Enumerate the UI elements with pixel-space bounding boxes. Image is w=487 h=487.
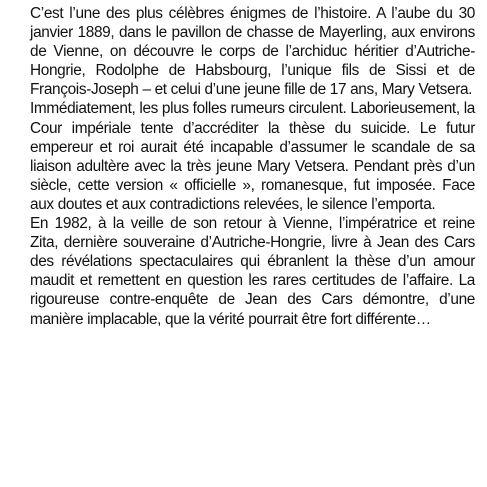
paragraph-mayerling-discovery: C’est l’une des plus célèbres énigmes de l’histoire. A l’aube du 30 janvier 1889, dans le pavillon de chasse de Mayerling, aux environs de Vienne, on découvre le corps de l’archiduc héritier d’Autriche-Hongrie, Rodolphe de Habsbourg, l’unique fils de Sissi et de François-Joseph – et celui d’une jeune fille de 17 ans, Mary Vetsera. (30, 5, 475, 99)
paragraph-official-version: Immédiatement, les plus folles rumeurs circulent. Laborieusement, la Cour impériale tente d’accréditer la thèse du suicide. Le futur empereur et roi aurait été incapable d’assumer le scandale de sa liaison adultère avec la très jeune Mary Vetsera. Pendant près d’un siècle, cette version « officielle », romanesque, fut imposée. Face aux doutes et aux contradictions relevées, le silence l’emporta. (30, 100, 475, 213)
paragraph-zita-revelations: En 1982, à la veille de son retour à Vienne, l’impératrice et reine Zita, dernière souveraine d’Autriche-Hongrie, livre à Jean des Cars des révélations spectaculaires qui ébranlent la thèse d’un amour maudit et remettent en question les rares certitudes de l’affaire. La rigoureuse contre-enquête de Jean des Cars démontre, d’une manière implacable, que la vérité pourrait être fort différente… (30, 215, 475, 328)
